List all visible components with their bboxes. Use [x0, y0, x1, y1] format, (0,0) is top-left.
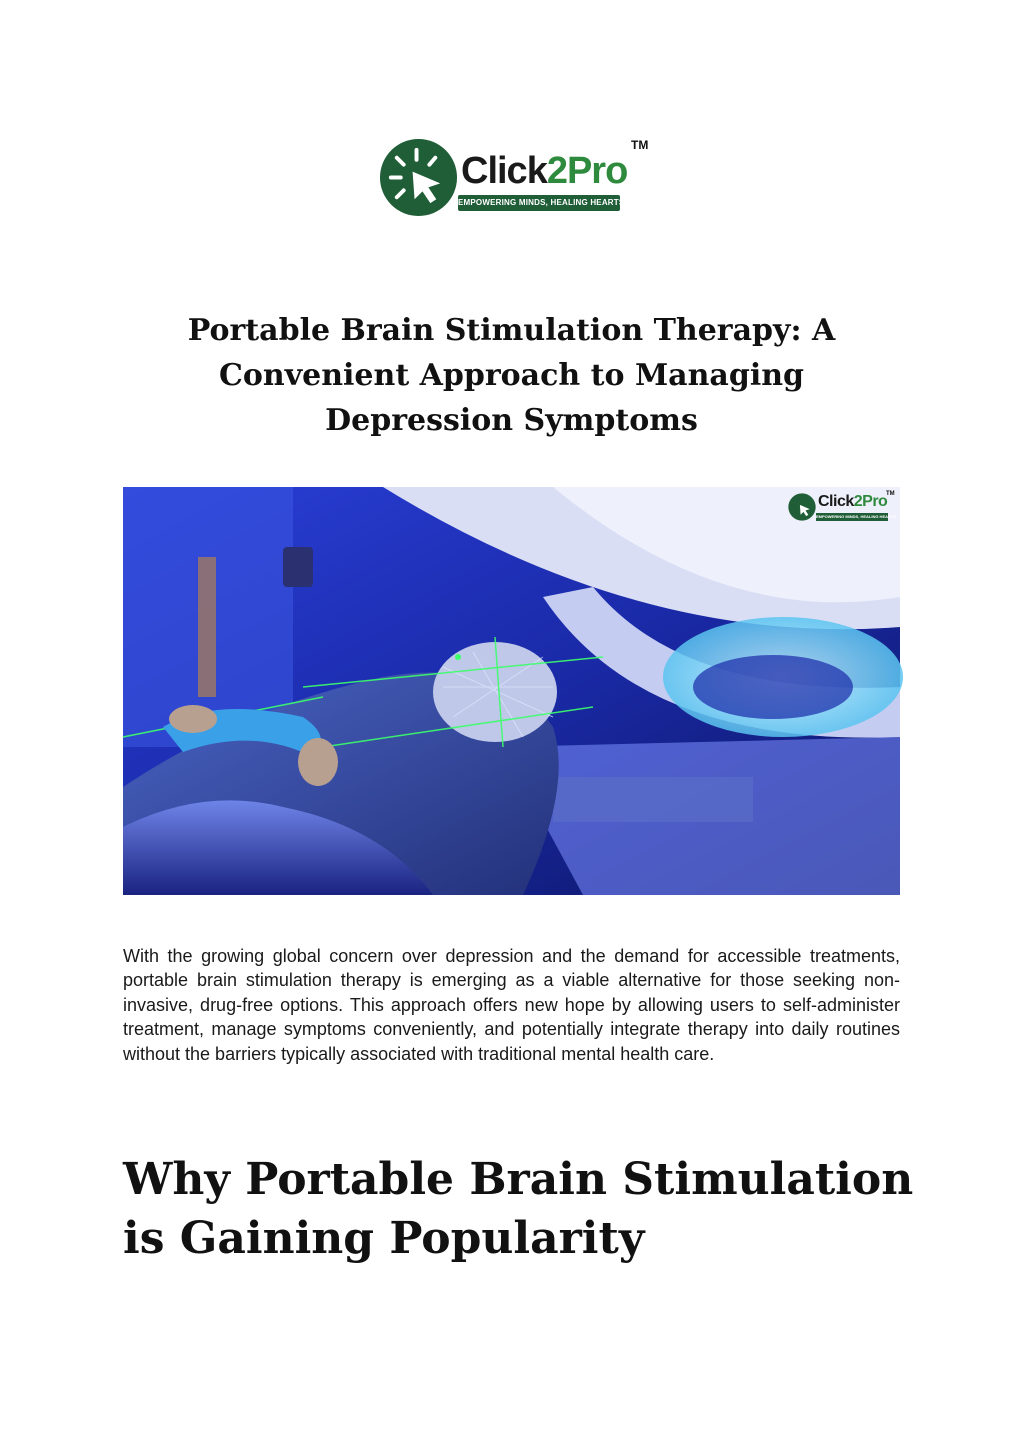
image-watermark-logo [786, 491, 896, 525]
section-heading: Why Portable Brain Stimulation is Gaining Popularity [123, 1154, 914, 1264]
cursor-click-icon [788, 493, 816, 521]
logo-trademark: TM [631, 138, 649, 152]
watermark-wordmark: Click2Pro [818, 493, 888, 510]
intro-paragraph: With the growing global concern over depression and the demand for accessible treatments, portable brain stimulation therapy is emerging as a viable alternative for those seeking non-invasive, drug-free options. This approach offers new hope by allowing users to self-administer treatment, manage symptoms conveniently, and potentially integrate therapy into daily routines without the barriers typically associated with traditional mental health care. [123, 946, 900, 1064]
cursor-click-icon [379, 138, 458, 217]
logo-wordmark: Click2Pro [461, 150, 628, 192]
logo-tagline: EMPOWERING MINDS, HEALING HEARTS [458, 195, 620, 211]
watermark-trademark: TM [886, 491, 895, 497]
watermark-tagline: EMPOWERING MINDS, HEALING HEARTS [816, 514, 897, 519]
document-title: Portable Brain Stimulation Therapy: A Convenient Approach to Managing Depression Symptoms [187, 313, 836, 438]
hero-image [123, 487, 900, 895]
patient-machine-illustration [123, 487, 900, 895]
brand-logo [379, 138, 651, 218]
